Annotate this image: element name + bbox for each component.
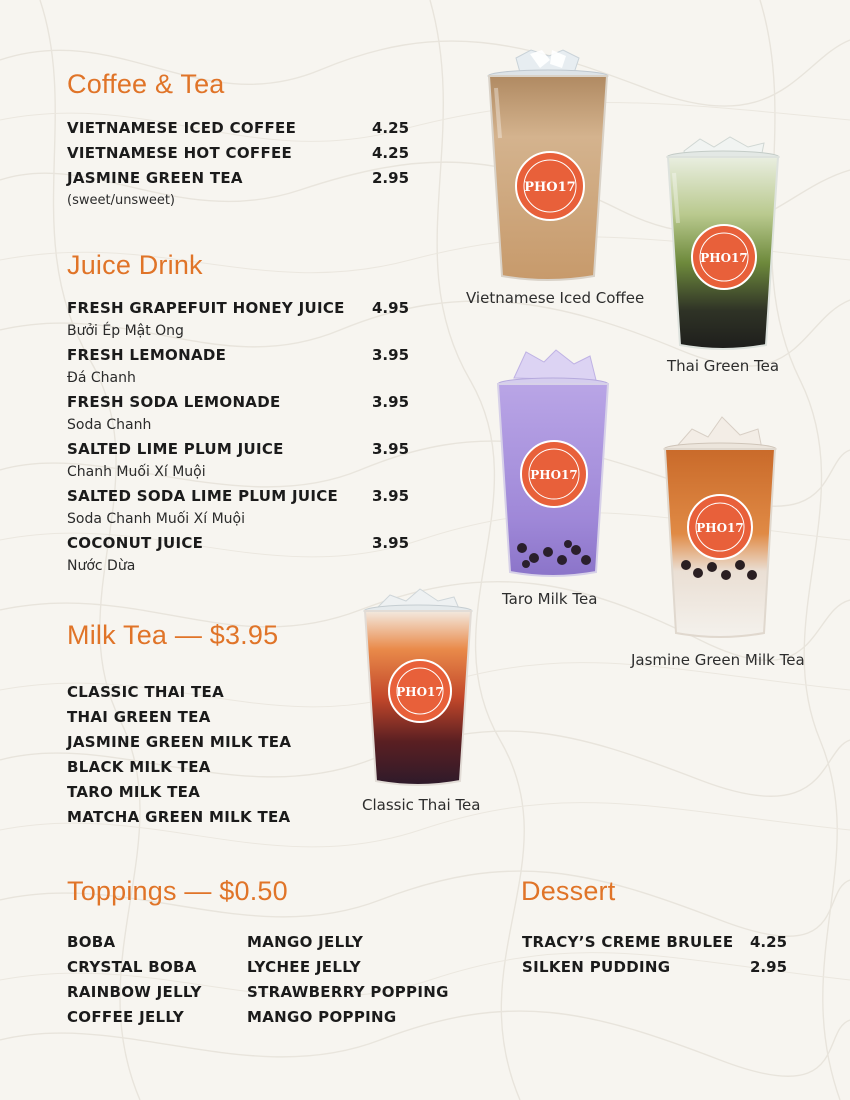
section-title-coffee-tea: Coffee & Tea bbox=[67, 69, 225, 99]
menu-item-vietnamese-name: Nước Dừa bbox=[67, 558, 136, 574]
menu-item-name: TRACY’S CREME BRULEE bbox=[522, 933, 734, 951]
photo-caption: Taro Milk Tea bbox=[502, 590, 598, 608]
menu-item-name: VIETNAMESE ICED COFFEE bbox=[67, 119, 297, 137]
section-title-toppings: Toppings — $0.50 bbox=[67, 876, 288, 906]
section-title-milk-tea: Milk Tea — $3.95 bbox=[67, 620, 279, 650]
photo-jasmine-green-milk-tea bbox=[662, 415, 778, 641]
menu-item-note: (sweet/unsweet) bbox=[67, 193, 175, 208]
cup-logo-text: PHO17 bbox=[530, 468, 578, 482]
menu-item-price: 2.95 bbox=[372, 169, 410, 187]
menu-item-price: 4.25 bbox=[372, 144, 410, 162]
menu-item-price: 4.25 bbox=[372, 119, 410, 137]
menu-item-price: 2.95 bbox=[750, 958, 788, 976]
cup-logo-text: PHO17 bbox=[696, 521, 744, 535]
menu-item-price: 3.95 bbox=[372, 487, 410, 505]
topping-item: MANGO POPPING bbox=[247, 1008, 397, 1026]
menu-item-name: JASMINE GREEN TEA bbox=[67, 169, 243, 187]
section-title-dessert: Dessert bbox=[521, 876, 616, 906]
menu-item-price: 3.95 bbox=[372, 393, 410, 411]
photo-vietnamese-iced-coffee bbox=[486, 48, 611, 284]
menu-item-vietnamese-name: Soda Chanh bbox=[67, 417, 152, 433]
menu-item-name: FRESH LEMONADE bbox=[67, 346, 227, 364]
menu-item-name: SILKEN PUDDING bbox=[522, 958, 671, 976]
menu-item-name: BLACK MILK TEA bbox=[67, 758, 211, 776]
menu-item-vietnamese-name: Soda Chanh Muối Xí Muội bbox=[67, 511, 245, 527]
menu-item-price: 4.25 bbox=[750, 933, 788, 951]
topping-item: MANGO JELLY bbox=[247, 933, 364, 951]
topping-item: RAINBOW JELLY bbox=[67, 983, 202, 1001]
photo-caption: Vietnamese Iced Coffee bbox=[466, 289, 645, 307]
menu-item-name: VIETNAMESE HOT COFFEE bbox=[67, 144, 293, 162]
menu-item-price: 3.95 bbox=[372, 534, 410, 552]
topping-item: LYCHEE JELLY bbox=[247, 958, 361, 976]
menu-item-name: THAI GREEN TEA bbox=[67, 708, 211, 726]
topping-item: CRYSTAL BOBA bbox=[67, 958, 197, 976]
photo-thai-green-tea bbox=[664, 133, 782, 353]
menu-item-vietnamese-name: Đá Chanh bbox=[67, 370, 136, 386]
menu-item-price: 4.95 bbox=[372, 299, 410, 317]
topping-item: BOBA bbox=[67, 933, 116, 951]
photo-caption: Jasmine Green Milk Tea bbox=[631, 651, 805, 669]
menu-item-name: FRESH GRAPEFUIT HONEY JUICE bbox=[67, 299, 345, 317]
cup-logo-text: PHO17 bbox=[396, 685, 444, 699]
photo-caption: Classic Thai Tea bbox=[362, 796, 481, 814]
menu-item-name: TARO MILK TEA bbox=[67, 783, 201, 801]
photo-classic-thai-tea bbox=[362, 587, 474, 789]
topping-item: COFFEE JELLY bbox=[67, 1008, 185, 1026]
photo-caption: Thai Green Tea bbox=[667, 357, 780, 375]
photo-taro-milk-tea bbox=[496, 348, 610, 580]
menu-item-price: 3.95 bbox=[372, 346, 410, 364]
menu-item-name: MATCHA GREEN MILK TEA bbox=[67, 808, 291, 826]
topping-item: STRAWBERRY POPPING bbox=[247, 983, 449, 1001]
menu-item-price: 3.95 bbox=[372, 440, 410, 458]
menu-item-name: SALTED SODA LIME PLUM JUICE bbox=[67, 487, 339, 505]
menu-item-name: CLASSIC THAI TEA bbox=[67, 683, 225, 701]
menu-item-name: SALTED LIME PLUM JUICE bbox=[67, 440, 284, 458]
menu-item-name: JASMINE GREEN MILK TEA bbox=[67, 733, 292, 751]
cup-logo-text: PHO17 bbox=[524, 180, 576, 195]
menu-item-name: FRESH SODA LEMONADE bbox=[67, 393, 281, 411]
cup-logo-text: PHO17 bbox=[700, 251, 748, 265]
section-title-juice-drink: Juice Drink bbox=[67, 250, 203, 280]
menu-item-vietnamese-name: Chanh Muối Xí Muội bbox=[67, 464, 206, 480]
menu-item-vietnamese-name: Bưởi Ép Mật Ong bbox=[67, 323, 184, 339]
menu-item-name: COCONUT JUICE bbox=[67, 534, 204, 552]
